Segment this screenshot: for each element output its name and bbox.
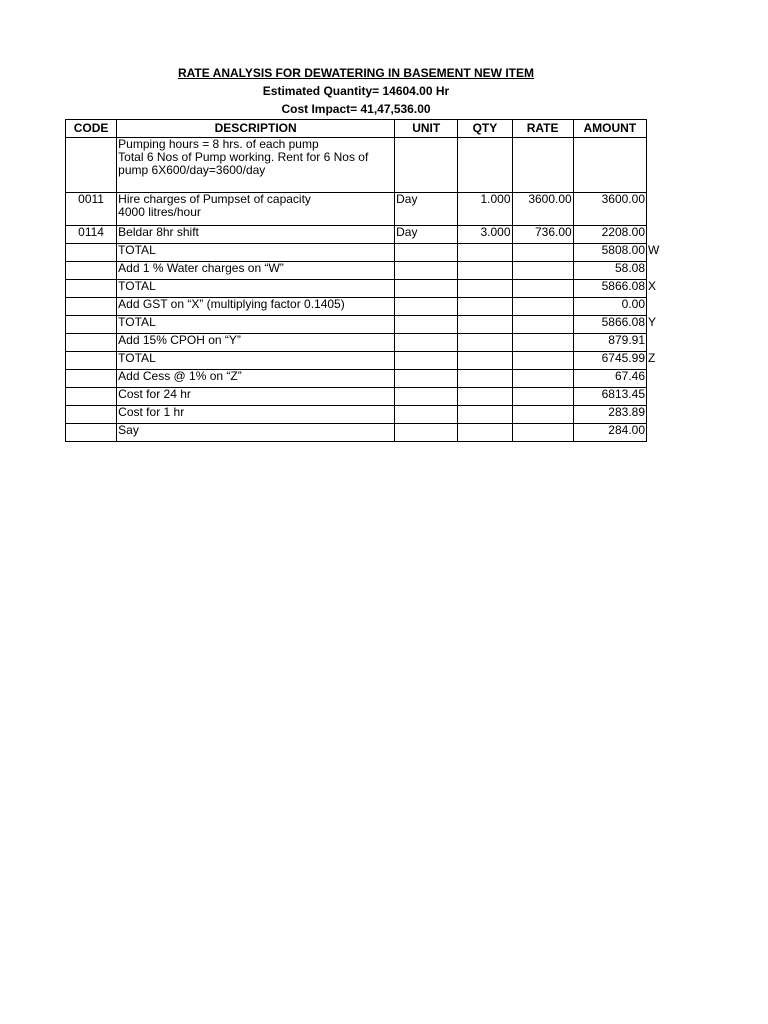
row-marker: X [648,279,657,293]
cell-code [66,334,117,352]
document-title [65,64,647,82]
cell-qty [458,138,512,193]
table-row [66,193,647,226]
table-row [66,406,647,424]
table-row [66,424,647,442]
header-code: CODE [66,120,117,138]
cell-rate [512,424,573,442]
table-row [66,388,647,406]
table-row [66,138,647,193]
cell-qty [458,280,512,298]
table-row [66,280,647,298]
cell-qty [458,262,512,280]
cell-code: 0011 [66,193,117,226]
cell-code [66,244,117,262]
cell-qty [458,352,512,370]
amount-value: 5866.08 [601,315,645,329]
cell-rate [512,262,573,280]
cell-rate [512,244,573,262]
cell-code [66,406,117,424]
cell-code [66,138,117,193]
cell-unit [395,280,458,298]
cell-rate [512,334,573,352]
cell-unit [395,370,458,388]
header-description: DESCRIPTION [117,120,395,138]
cell-amount [573,406,646,424]
cell-rate [512,370,573,388]
table-row [66,370,647,388]
cell-qty [458,334,512,352]
cell-qty [458,316,512,334]
cell-qty [458,244,512,262]
cell-description: Add GST on “X” (multiplying factor 0.1405) [117,298,395,316]
cell-code [66,388,117,406]
header-qty: QTY [458,120,512,138]
cell-code [66,280,117,298]
cell-description: Add 1 % Water charges on “W” [117,262,395,280]
cell-code [66,262,117,280]
cell-unit [395,298,458,316]
cell-unit [395,138,458,193]
cell-description: Add Cess @ 1% on “Z” [117,370,395,388]
cell-description: Hire charges of Pumpset of capacity 4000 litres/hour [117,193,395,226]
table-row [66,298,647,316]
amount-value: 3600.00 [601,192,645,206]
rate-analysis-table [65,119,660,442]
amount-value: 5866.08 [601,279,645,293]
cell-code: 0114 [66,226,117,244]
amount-value: 67.46 [614,369,645,383]
cell-amount [573,370,646,388]
cell-description: TOTAL [117,316,395,334]
cell-description: Cost for 24 hr [117,388,395,406]
cell-amount [573,351,656,370]
amount-value: 6813.45 [601,387,645,401]
cell-unit [395,424,458,442]
cell-amount [573,388,646,406]
cell-rate [512,280,573,298]
cell-amount [573,315,657,334]
cell-unit [395,352,458,370]
cell-rate [512,406,573,424]
header-rate: RATE [512,120,573,138]
cell-qty: 1.000 [458,193,512,226]
cell-unit [395,244,458,262]
cell-qty [458,370,512,388]
cell-qty [458,424,512,442]
cell-code [66,298,117,316]
cell-description: TOTAL [117,280,395,298]
amount-value: 5808.00 [601,243,645,257]
rate-analysis-sheet [65,64,705,442]
cell-description: Say [117,424,395,442]
cell-rate [512,316,573,334]
cell-code [66,352,117,370]
table-row [66,244,647,262]
table-row [66,226,647,244]
table-row [66,352,647,370]
cell-unit [395,388,458,406]
amount-value: 283.89 [608,405,645,419]
cell-description: TOTAL [117,352,395,370]
cell-amount [573,424,646,442]
cell-rate: 736.00 [512,226,573,244]
cell-description: Beldar 8hr shift [117,226,395,244]
cell-rate [512,388,573,406]
cell-unit: Day [395,226,458,244]
cell-description: TOTAL [117,244,395,262]
cell-description: Add 15% CPOH on “Y” [117,334,395,352]
cell-amount [573,226,646,244]
cell-code [66,370,117,388]
cell-amount [573,334,646,352]
cell-qty [458,298,512,316]
cell-rate [512,352,573,370]
table-header-row [66,120,647,138]
cell-unit [395,316,458,334]
row-marker: W [648,243,660,257]
row-marker: Z [648,351,656,365]
cell-qty [458,406,512,424]
cell-qty: 3.000 [458,226,512,244]
table-row [66,262,647,280]
cell-amount [573,243,660,262]
amount-value: 0.00 [621,297,645,311]
table-row [66,334,647,352]
header-unit: UNIT [395,120,458,138]
cell-amount [573,298,646,316]
cell-description: Pumping hours = 8 hrs. of each pump Total 6 Nos of Pump working. Rent for 6 Nos of pump 6X600/day=3600/day [117,138,395,193]
amount-value: 879.91 [608,333,645,347]
document-title-text: RATE ANALYSIS FOR DEWATERING IN BASEMENT NEW ITEM [177,66,534,80]
cell-unit [395,334,458,352]
amount-value: 284.00 [608,423,645,437]
amount-value: 6745.99 [601,351,645,365]
row-marker: Y [648,315,657,329]
cell-unit: Day [395,193,458,226]
cell-rate [512,298,573,316]
cell-amount [573,138,646,193]
cell-code [66,316,117,334]
amount-value: 2208.00 [601,225,645,239]
cell-rate [512,138,573,193]
table-row [66,316,647,334]
cell-rate: 3600.00 [512,193,573,226]
cell-amount [573,279,657,298]
estimated-quantity: Estimated Quantity= 14604.00 Hr [262,84,450,98]
cell-code [66,424,117,442]
cell-unit [395,406,458,424]
cell-amount [573,193,646,226]
header-amount: AMOUNT [573,120,646,138]
cell-description: Cost for 1 hr [117,406,395,424]
cell-amount [573,262,646,280]
cost-impact: Cost Impact= 41,47,536.00 [281,102,431,116]
amount-value: 58.08 [614,261,645,275]
cell-unit [395,262,458,280]
cell-qty [458,388,512,406]
